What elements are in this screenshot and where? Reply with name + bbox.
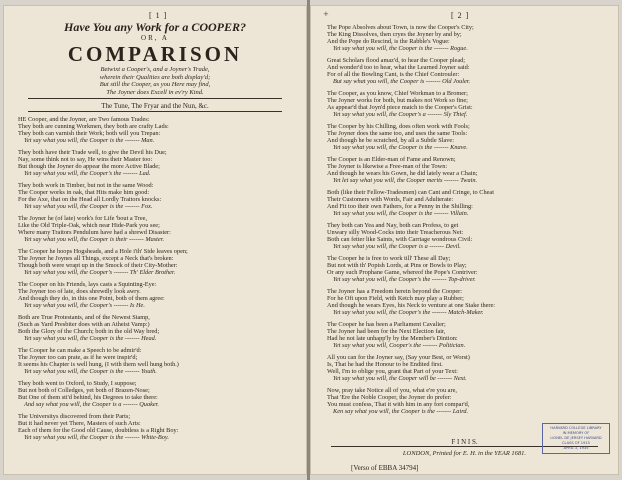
verse-line: For of all the Bowling Cant, is the Chief Controuler: [327,71,460,78]
verse-line: The Joyner had been for the Next Election fair, [327,328,446,335]
verse-line: The Joyner does the same too, and uses the same Tools: [327,130,468,137]
verse-line: The Joyner too of late, does shrewdly look awry. [18,288,141,295]
verse-line: The Cooper works in oak, that Hits make him good: [18,189,150,196]
verse-line: That 'Ere the Noble Cooper, the Joyner do prefer: [327,394,452,401]
stanza [327,90,557,118]
verse-line: But it had never yet There, Masters of such Arts: [18,420,141,427]
verse-line: But not both of Colledges, yet both of Brazen-Nose; [18,387,150,394]
verse-line: The Cooper is an Elder-man of Fame and Renown; [327,156,456,163]
verse-line: Great Scholars flood amaz'd, to hear the Cooper plead; [327,57,466,64]
verse-line: Like the Old Triple-Oak, which near Hide-Park you see; [18,222,160,229]
verse-line: Nay, some think not to say, He wins their Master too: [18,156,153,163]
verse-line: Yet say what you will, the Cooper's ------- Th' Elder Brother. [24,269,176,276]
verse-line: The Joyner works for both, but makes not Work so fine; [327,97,468,104]
verse-line: Ken say what you will, the Cooper is the ------- Laird. [333,408,469,415]
verse-line: Yet say what you will, the Cooper's a ------- Sly Thief. [333,111,468,118]
verse-line: And the Pope do Rescind, is the Rabble's Vogue: [327,38,450,45]
verse-line: They both have their Trade well, to give the Devil his Due; [18,149,167,156]
verse-line: And Fit too their own Fathers, for a Penny in the Shilling: [327,203,473,210]
stanza [327,57,557,85]
stanza [327,321,557,349]
verse-line: Both (like their Fellow-Tradesmen) can Cant and Cringe, to Cheat [327,189,494,196]
verse-line: Yet say what you will, the Cooper is a ------- Devil. [333,243,461,250]
stanza [18,215,298,243]
verse-line: Where many Traitors Pendulum have had a shrewd Disaster: [18,229,171,236]
verse-line: You must confess, That it with him in any fort compar'd, [327,401,470,408]
verse-line: Yet say what you will, the Cooper is the ------- Head. [24,335,157,342]
page-number: [ 2 ] [451,11,470,20]
verse-line: The Joyner too can prate, as if he were inspir'd; [18,354,138,361]
verse-line: They both can varnish their Work; both will you Trepan: [18,130,161,137]
verse-line: The Cooper by his Chilling, does often work with Fools; [327,123,470,130]
verse-line: Yet say what you will, Cooper's the ------- Politician. [333,342,466,349]
page-number: [ 1 ] [149,11,168,20]
stanza [327,156,557,184]
subtitle: Betwixt a Cooper's, and a Joyner's Trade, wherein their Qualities are both display'd; But still the Cooper, as you Here may find, The Joyner does Excell in ev'ry Kind. [99,66,211,96]
left-verses [18,116,298,446]
page-fold [307,0,310,480]
verse-line: Yet say what you will, the Cooper is the ------- Knave. [333,144,468,151]
stanza [18,182,298,210]
verse-line: Yet say what you will, the Cooper is the ------- Villain. [333,210,469,217]
verse-line: The Joyner is likewise a Free-man of the Town: [327,163,448,170]
verse-line: As appear'd that Joyn'd piece match to the Cooper's Grist: [327,104,473,111]
stanza [18,116,298,144]
verse-line: The Universitys discovered from their Parts; [18,413,131,420]
stanza [327,123,557,151]
verse-line: And though he be scratched, by all a Subtle Slave: [327,137,454,144]
verse-line: Though both were wrapt up in the Smock of their City-Mother: [18,262,178,269]
stanza [18,413,298,441]
verse-line: But One of them sti'd behind, his Degrees to take there: [18,394,158,401]
verse-line: But though the Joyner do appear the more Active Blade; [18,163,160,170]
verse-line: Had he not late unhapp'ly by the Member's Dintion: [327,335,458,342]
verse-line: Each of them for the Good old Cause, doubtless is a Right Boy: [18,427,179,434]
verse-line: Yet say what you will, the Cooper is the ------- White-Boy. [24,434,169,441]
verse-line: And say what you will, the Cooper is a ------- Quaker. [24,401,160,408]
verso-label: [Verso of EBBA 34794] [351,464,419,472]
verse-line: The Joyner has a Freedom herein beyond the Cooper: [327,288,462,295]
verse-line: Yet say what you will, the Cooper will be ------- Next. [333,375,467,382]
verse-line: Both can fetter like Saints, with Carriage wondrous Civil: [327,236,473,243]
divider [28,98,282,99]
verse-line: They both went to Oxford, to Study, I suppose; [18,380,137,387]
verse-line: But not with th' Popish Lords, at Pins or Bowls to Play; [327,262,467,269]
verse-line: The Cooper he has been a Parliament Cavalier; [327,321,446,328]
verse-line: They both are cunning Workmen, they both are crafty Lads: [18,123,169,130]
verse-line: The Joyner he Joynes all Things, except a Neck that's broken: [18,255,174,262]
right-verses [327,24,557,420]
ink-mark: + [323,10,329,18]
left-page [4,6,306,474]
verse-line: The Cooper on his Friends, lays casts a Squinting-Eye: [18,281,157,288]
verse-line: But say what you will, the Cooper is ------- Old Jouler. [333,78,471,85]
verse-line: Yet say what you will, the Cooper is the ------- Youth. [24,368,157,375]
verse-line: The Cooper he hoops Hogsheads, and a Hole i'th' Side leaves open; [18,248,188,255]
stanza [327,354,557,382]
library-stamp: HARVARD COLLEGE LIBRARY IN MEMORY OF LIONEL DE JERSEY HARVARD CLASS OF 1915 APRIL 3, 1935 [542,423,610,454]
verse-line: Yet say what you will, the Cooper's the ------- Top-driver. [333,276,476,283]
verse-line: Well, I'm to oblige you, grant that Part of your Text: [327,368,458,375]
tune-line: The Tune, The Fryar and the Nun, &c. [101,102,209,110]
finis: F I N I S. [451,438,478,446]
verse-line: For the Axe, that on the Head all Lordly Traitors knocks: [18,196,162,203]
stanza [18,248,298,276]
verse-line: Or any such Prophane Game, whereof the Pope's Contriver: [327,269,478,276]
verse-line: Yet let say what you will, the Cooper merits ------- Twain. [333,177,478,184]
right-page [311,6,618,474]
verse-line: All you can for the Joyner say, (Say your Best, or Worst) [327,354,470,361]
verse-line: (Such as Yard Presbiter does with an Atheist Vamp:) [18,321,150,328]
verse-line: Their Customers with Words, Fair and Adulterate: [327,196,454,203]
verse-line: Is, That he had the Honour to be Endited first. [327,361,443,368]
verse-line: The Cooper, as you know, Chief Workman to a Bromer; [327,90,468,97]
stanza [327,255,557,283]
verse-line: Now, pray take Notice all of you, what e're you are, [327,387,457,394]
verse-line: The Cooper he is free to work till' These all Day; [327,255,451,262]
verse-line: The King Dissolves, then cryes the Joyner by and by; [327,31,462,38]
verse-line: Unwary silly Wood-Cocks into their Treacherous Net: [327,229,464,236]
verse-line: And though he wears his Gown, he did lately wear a Chain; [327,170,478,177]
stanza [18,347,298,375]
verse-line: Yet say what you will, the Cooper's the ------- Match-Maker. [333,309,484,316]
stanza [327,189,557,217]
verse-line: For he Oft upon Field, with Ketch may play a Rubber; [327,295,464,302]
verse-line: Both are True Protestants, and of the Newest Stamp, [18,314,150,321]
stanza [18,281,298,309]
verse-line: The Joyner he (of late) work's for Life 'bout a Tree, [18,215,148,222]
verse-line: Yet say what you will, the Cooper is the ------- Fox. [24,203,153,210]
verse-line: It seems his Chapter is well hung, (I with them well hung both.) [18,361,179,368]
stanza [327,288,557,316]
stanza [327,222,557,250]
verse-line: And wonder'd too to hear, what the Learned Joyner said: [327,64,470,71]
verse-line: And though they do, in this one Point, both of them agree: [18,295,165,302]
title-question: Have You any Work for a COOPER? [63,20,246,34]
verse-line: Yet say what you will, the Cooper's ------- Is He. [24,302,145,309]
verse-line: Yet say what you will, the Cooper is their ------- Master. [24,236,165,243]
stanza [18,149,298,177]
imprint: LONDON, Printed for E. H. in the YEAR 1681. [402,450,527,457]
stanza [327,24,557,52]
verse-line: HE Cooper, and the Joyner, are Two famous Trades: [18,116,150,123]
verse-line: And though he wears Eyes, his Neck to venture at one Stake there: [327,302,496,309]
verse-line: The Pope Absolves about Town, is now the Cooper's City; [327,24,474,31]
verse-line: The Cooper he can make a Speech to be admir'd: [18,347,142,354]
divider [28,111,282,112]
stanza [327,387,557,415]
verse-line: They both work in Timber, but not in the same Wood: [18,182,154,189]
stanza [18,314,298,342]
verse-line: They both can Yea and Nay, both can Profess, to get [327,222,459,229]
verse-line: Yet say what you will, the Cooper is the ------- Man. [24,137,155,144]
title-or: OR, A [141,34,169,42]
verse-line: Both the Glory of the Church; both in the old Way bred; [18,328,160,335]
stanza [18,380,298,408]
verse-line: Yet say what you will, the Cooper's the ------- Lad. [24,170,151,177]
title-main: COMPARISON [67,42,243,66]
verse-line: Yet say what you will, the Cooper is the ------- Rogue. [333,45,468,52]
